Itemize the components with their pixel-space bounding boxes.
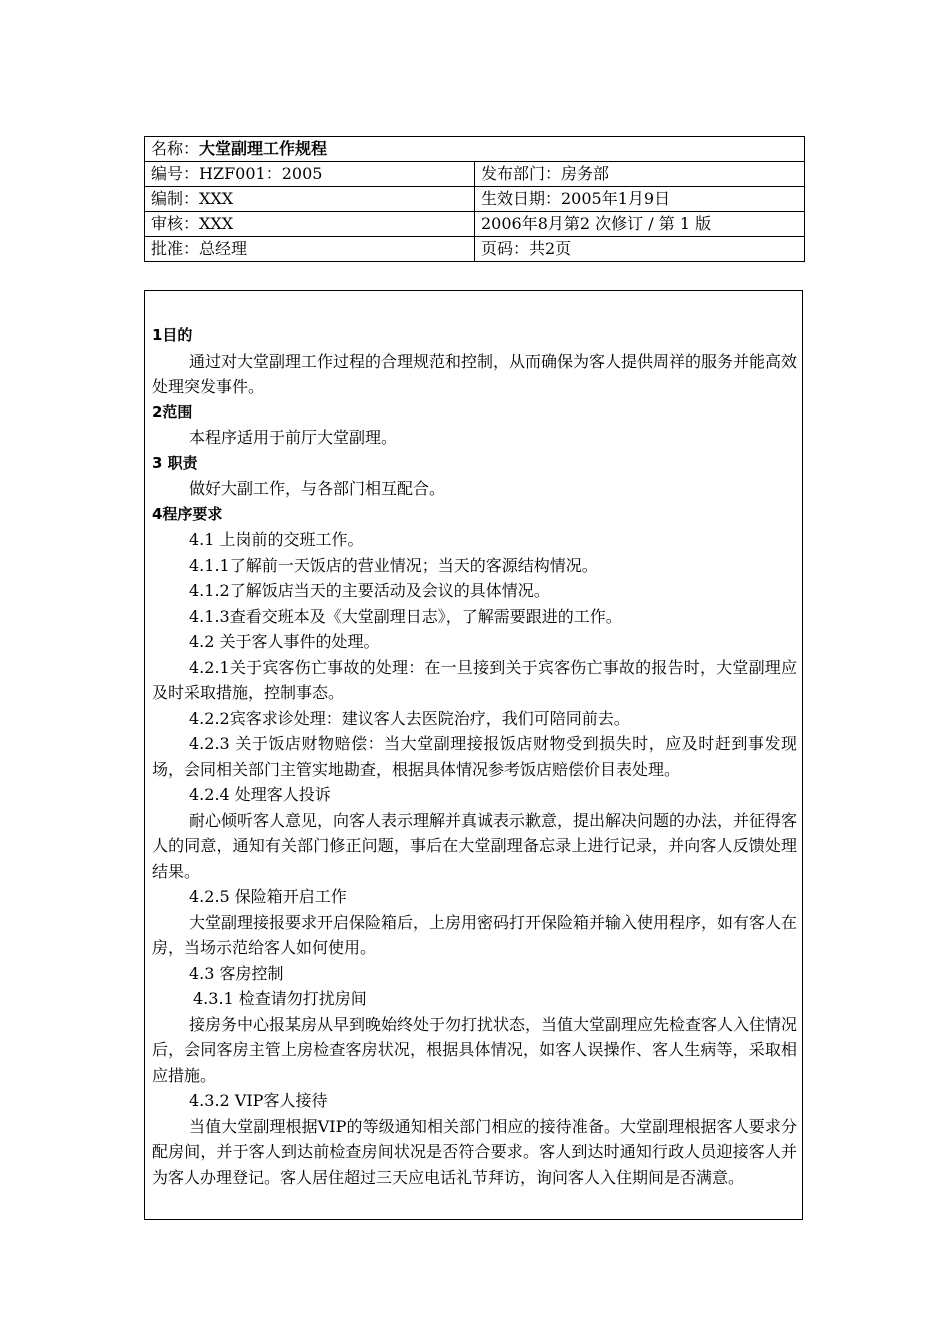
clause-4-3-1-text: 接房务中心报某房从早到晚始终处于勿打扰状态，当值大堂副理应先检查客人入住情况后，会同客房主管上房检查客房状况，根据具体情况，如客人误操作、客人生病等，采取相应措施。 [152, 1014, 798, 1085]
clause-4-3-1: 4.3.1 检查请勿打扰房间 [193, 989, 367, 1008]
clause-4-1-1: 4.1.1了解前一天饭店的营业情况；当天的客源结构情况。 [189, 555, 598, 575]
header-row-name [145, 137, 805, 162]
section-1-text: 通过对大堂副理工作过程的合理规范和控制，从而确保为客人提供周祥的服务并能高效处理突发事件。 [152, 351, 798, 396]
document-title: 大堂副理工作规程 [199, 139, 328, 158]
page-count: 页码：共2页 [475, 237, 805, 262]
clause-4-3-2: 4.3.2 VIP客人接待 [189, 1091, 328, 1110]
section-2-text: 本程序适用于前厅大堂副理。 [189, 428, 398, 447]
clause-4-2-5: 4.2.5 保险箱开启工作 [189, 887, 347, 906]
section-3-text: 做好大副工作，与各部门相互配合。 [189, 479, 446, 498]
clause-4-2-1: 4.2.1关于宾客伤亡事故的处理：在一旦接到关于宾客伤亡事故的报告时，大堂副理应及时采取措施，控制事态。 [152, 657, 797, 702]
revision-info: 2006年8月第2 次修订 / 第 1 版 [475, 212, 805, 237]
clause-4-2-3: 4.2.3 关于饭店财物赔偿：当大堂副理接报饭店财物受到损失时，应及时赶到事发现场，会同相关部门主管实地勘查，根据具体情况参考饭店赔偿价目表处理。 [152, 734, 797, 779]
approved-by: 批准：总经理 [145, 237, 475, 262]
clause-4-2: 4.2 关于客人事件的处理。 [189, 632, 380, 651]
header-row [145, 162, 805, 187]
section-3-heading: 3 职责 [152, 453, 198, 472]
issuing-department: 发布部门：房务部 [475, 162, 805, 187]
header-row [145, 237, 805, 262]
name-cell [145, 137, 805, 162]
effective-date: 生效日期：2005年1月9日 [475, 187, 805, 212]
clause-4-2-2: 4.2.2宾客求诊处理：建议客人去医院治疗，我们可陪同前去。 [189, 708, 630, 728]
reviewed-by: 审核：XXX [145, 212, 475, 237]
compiled-by: 编制：XXX [145, 187, 475, 212]
document-header-table [144, 136, 805, 262]
header-row [145, 187, 805, 212]
clause-4-3: 4.3 客房控制 [189, 963, 284, 983]
name-label: 名称： [151, 139, 200, 158]
section-1-heading: 1目的 [152, 326, 193, 344]
section-4-heading: 4程序要求 [152, 504, 223, 523]
clause-4-2-5-text: 大堂副理接报要求开启保险箱后，上房用密码打开保险箱并输入使用程序，如有客人在房，当场示范给客人如何使用。 [152, 912, 798, 957]
clause-4-2-4-text: 耐心倾听客人意见，向客人表示理解并真诚表示歉意，提出解决问题的办法，并征得客人的同意，通知有关部门修正问题，事后在大堂副理备忘录上进行记录，并向客人反馈处理结果。 [152, 810, 798, 881]
clause-4-3-2-text: 当值大堂副理根据VIP的等级通知相关部门相应的接待准备。大堂副理根据客人要求分配房间，并于客人到达前检查房间状况是否符合要求。客人到达时通知行政人员迎接客人并为客人办理登记。客人居住超过三天应电话礼节拜访，询问客人入住期间是否满意。 [152, 1116, 797, 1187]
clause-4-1-3: 4.1.3查看交班本及《大堂副理日志》，了解需要跟进的工作。 [189, 606, 622, 626]
document-number: 编号：HZF001：2005 [145, 162, 475, 187]
section-2-heading: 2范围 [152, 402, 193, 421]
document-body [152, 323, 797, 1190]
header-row [145, 212, 805, 237]
clause-4-1-2: 4.1.2了解饭店当天的主要活动及会议的具体情况。 [189, 581, 550, 600]
clause-4-1: 4.1 上岗前的交班工作。 [189, 530, 364, 549]
clause-4-2-4: 4.2.4 处理客人投诉 [189, 785, 331, 804]
